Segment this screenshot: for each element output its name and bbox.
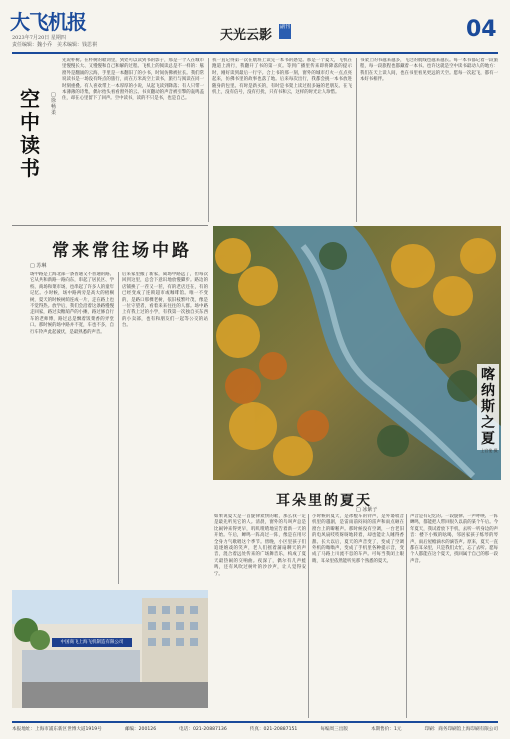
- essay-divider: [406, 514, 407, 718]
- issue-date: 2023年7月20日 星期四: [12, 35, 66, 41]
- section-tag: 副刊: [279, 24, 291, 39]
- section-rule: [12, 225, 208, 226]
- newspaper-logo: 大飞机报: [10, 10, 86, 34]
- footer: [12, 726, 498, 732]
- footer-phone: 电话：021-20887136: [179, 727, 227, 732]
- landscape-photo: [213, 226, 501, 480]
- column-divider: [356, 58, 357, 222]
- feature-divider: [118, 272, 119, 584]
- essay-divider: [308, 514, 309, 718]
- landscape-photo-art: [213, 226, 501, 480]
- building-photo-art: [12, 590, 208, 708]
- section-title: 天光云影: [220, 28, 273, 43]
- footer-rule: [12, 721, 498, 723]
- column-body-1: 先说朴树。在朴树的歌词里，到处可以读到书的影子，那是一个人在城市里慢慢长大、又慢慢和自己和解的过程。飞机上的阅读总是不一样的：舷窗外是翻涌的云海，手里是一本翻旧了的小书，时间仿佛被拉长。我们常说读书是一场没有终点的旅行，而在万米高空上读书，旅行与阅读在同一时刻重叠。有人喜欢带上一本厚厚的小说，从起飞读到降落；有人只带一本薄薄的诗集，偶尔抬头看看窗外的云。书页翻动的声音被引擎的轰鸣盖住，却在心里留下了回声。空中读书，读的不只是书，也是自己。: [62, 58, 204, 102]
- essay-body-2: 小时候的夏天，是冰棍车的铃声，是外婆收音机里的越剧，是雷雨前闷闷的雷声和雨点砸在窗台上的噼啪声。那时候没有空调，一台老旧的电风扇吱吱呀呀地转着，却也能让人睡得香甜。长大以后，夏天的声音变了，变成了空调外机的嗡嗡声，变成了手机里各种提示音，变成了马路上川流不息的车声。可每当我闭上眼睛，耳朵里依然能听见那个熟悉的夏天。: [312, 514, 404, 564]
- page-number: 04: [466, 17, 497, 42]
- footer-fax: 传真：021-20887151: [249, 727, 298, 732]
- footer-edition: 每编周三出版: [320, 727, 348, 732]
- photo-credit: 上官斐 摄: [480, 448, 498, 453]
- column-author: □ 徐畅柔: [51, 92, 57, 116]
- column-title: 空中读书: [20, 87, 40, 180]
- feature-headline: 常来常往场中路: [52, 241, 192, 261]
- feature-body-1: 场中路是上海北部一条普通又不普通的路。它从共和新路一路向东，串起了居民区、学校、商场和菜市场，也串起了许多人的童年记忆。小时候，场中路两旁是高大的梧桐树，夏天的时候树荫连成一片，走在路上也不觉得热。放学后，我们会沿着这条路慢慢走回家，路过卖糖葫芦的小摊，路过修自行车的老师傅，路过总是飘着饭菜香的弄堂口。那时候的场中路并不宽，车也不多，自行车铃声此起彼伏，是最熟悉的声音。: [30, 272, 114, 335]
- essay-headline: 耳朵里的夏天: [276, 493, 372, 509]
- feature-body-2: 后来家里搬了新家，离场中路远了，但每次回到这里，总会下意识地放慢脚步。路边的店铺换了一茬又一茬，有的老店还在，有的已经变成了连锁超市或咖啡馆。唯一不变的，是路口那棵老树，依旧枝繁叶茂，像是一位守望者，看着来来往往的人群。场中路上有我上过的小学，有我第一次独自买东西的小卖部，也有和朋友们一起等公交的站台。: [122, 272, 208, 329]
- masthead-rule: [12, 52, 498, 54]
- essay-author: □ 冰紫子: [356, 507, 378, 513]
- feature-author: □ 苏琳: [30, 263, 47, 269]
- essay-body-3: 声音是有记忆的。一段旋律、一声呼唤、一阵蝉鸣，都能把人带回很久以前的某个午后。今年夏天，我试着放下手机，去听一听身边的声音：楼下小贩的吆喝，邻居家孩子练琴的琴声，雨后屋檐滴水的滴答声。原来，夏天一直都在耳朵里，只是我们太忙，忘了去听。愿每个人都能在这个夏天，找回属于自己的那一段声音。: [410, 514, 498, 564]
- building-sign: 中国商飞上海飞机制造有限公司: [52, 638, 132, 647]
- editor-credits: 责任编辑：魏小乔 美术编辑：钱思祺: [12, 42, 98, 48]
- footer-postcode: 邮编：200126: [124, 727, 157, 732]
- essay-body-1: 如果说夏天是一首旋律欢快的歌，那么我一定是最先听见它的人。清晨，窗外的鸟叫声总是比闹钟来得更早，叽叽喳喳地宣告着新一天的开始。午后，蝉鸣一阵高过一阵，像是在用尽全身力气歌唱这个季节。傍晚，小区里孩子们追逐嬉戏的笑声，老人们摇着蒲扇聊天的声音，混合着远处传来的广场舞音乐，构成了夏天最热闹的交响曲。夜深了，偶尔有几声蛙鸣，还有风吹过树叶的沙沙声，让人觉得安宁。: [214, 514, 306, 577]
- building-photo: [12, 590, 208, 708]
- footer-address: 本报地址：上海市浦东新区世博大道1919号: [12, 727, 102, 732]
- column-body-2: 我一直记得第一次在航班上读完一本书的感觉。那是一个夏天，飞机在跑道上滑行，我翻开了书的第一页。等到广播里传来即将降落的提示时，刚好读到最后一行字。合上书的那一刻，窗外的城市灯火一点点亮起来，仿佛书里的故事也落了地。后来每次出行，我都会挑一本书放进随身的包里。有时是新买的，有时是书架上读过很多遍的老朋友。在飞机上，没有信号，没有打扰，只有书和云，这样的时光让人珍惜。: [212, 58, 352, 96]
- footer-printer: 印刷：商务印刷馆上海印刷有限公司: [424, 727, 498, 732]
- column-body-3: 书架上的书越来越多，飞过的航线也越来越长。每一本书都记着一段旅程，每一段旅程也都藏着一本书。也许这就是空中读书最动人的地方：我们在天上读人间，也在书里看见更远的天空。愿每一次起飞，都有一本好书相伴。: [360, 58, 498, 83]
- column-divider: [208, 58, 209, 222]
- footer-price: 本期售价：1元: [370, 727, 402, 732]
- photo-title: 喀纳斯之夏: [477, 364, 499, 450]
